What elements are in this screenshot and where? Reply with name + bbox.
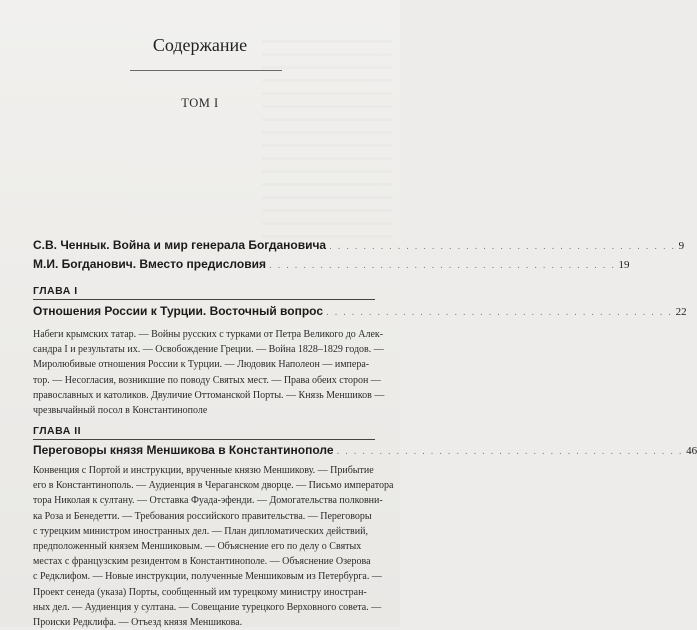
summary-line: с Редклифом. — Новые инструкции, полученные Меншиковым из Петербурга. —: [33, 571, 382, 583]
leader-dots: . . . . . . . . . . . . . . . . . . . . . . . . . . . . . . . . . . . . . . . . .: [268, 260, 616, 271]
chapter-rule: [33, 439, 375, 440]
summary-line: Происки Редклифа. — Отъезд князя Меншикова.: [33, 617, 243, 629]
summary-line: ных дел. — Аудиенция у султана. — Совещание турецкого Верховного совета. —: [33, 601, 382, 613]
chapter-summary: [33, 327, 385, 418]
leader-dots: . . . . . . . . . . . . . . . . . . . . . . . . . . . . . . . . . . . . . . . . .: [326, 307, 673, 318]
toc-entry[interactable]: [33, 257, 630, 271]
chapter-title: Переговоры князя Меншикова в Константинополе: [33, 443, 334, 457]
chapter-page: 46: [686, 445, 697, 457]
toc-entry-title: М.И. Богданович. Вместо предисловия: [33, 257, 266, 271]
chapter-title-entry[interactable]: [33, 304, 687, 318]
summary-line: ка Роза и Бенедетти. — Требования российского правительства. — Переговоры: [33, 510, 372, 522]
chapter-label: ГЛАВА II: [33, 425, 82, 437]
summary-line: местах с французским резидентом в Константинополе. — Объяснение Озерова: [33, 556, 371, 568]
title-underline: [130, 70, 282, 71]
summary-line: Набеги крымских татар. — Войны русских с турками от Петра Великого до Алек-: [33, 329, 384, 340]
summary-line: его в Константинополь. — Аудиенция в Чераганском дворце. — Письмо императора: [33, 480, 394, 492]
summary-line: православных и католиков. Двуличие Оттоманской Порты. — Князь Меншиков —: [33, 389, 385, 401]
chapter-title-entry[interactable]: [33, 443, 697, 457]
summary-line: предположенный князем Меншиковым. — Объяснение его по делу о Святых: [33, 541, 362, 553]
chapter-title: Отношения России к Турции. Восточный вопрос: [33, 304, 324, 318]
toc-entry-title: С.В. Ченнык. Война и мир генерала Богдановича: [33, 238, 327, 252]
summary-line: тор. — Несогласия, возникшие по поводу Святых мест. — Права обеих сторон —: [33, 374, 381, 386]
summary-line: Конвенция с Портой и инструкции, врученные князю Меншикову. — Прибытие: [33, 465, 374, 476]
toc-entry-page: 9: [678, 240, 685, 252]
toc-entry-page: 19: [618, 259, 630, 271]
summary-line: сандра I и результаты их. — Освобождение Греции. — Война 1828–1829 годов. —: [33, 344, 384, 356]
chapter-rule: [33, 299, 375, 300]
summary-line: с турецким министром иностранных дел. — План дипломатических действий,: [33, 525, 368, 537]
summary-line: чрезвычайный посол в Константинополе: [33, 405, 208, 417]
chapter-label: ГЛАВА I: [33, 285, 78, 297]
chapter-page: 22: [675, 306, 687, 318]
volume-heading: ТОМ I: [181, 96, 219, 110]
toc-entry[interactable]: [33, 238, 685, 252]
chapter-summary: [33, 463, 394, 630]
page-title: Содержание: [152, 35, 248, 55]
leader-dots: . . . . . . . . . . . . . . . . . . . . . . . . . . . . . . . . . . . . . . . . .: [329, 241, 676, 252]
summary-line: Миролюбивые отношения России к Турции. — Людовик Наполеон — импера-: [33, 359, 370, 371]
leader-dots: . . . . . . . . . . . . . . . . . . . . . . . . . . . . . . . . . . . . . . . . .: [336, 446, 684, 457]
summary-line: тора Николая к султану. — Отставка Фуада-эфенди. — Домогательства полковни-: [33, 495, 383, 507]
summary-line: Проект сенеда (указа) Порты, сообщенный им турецкому министру иностран-: [33, 586, 367, 598]
